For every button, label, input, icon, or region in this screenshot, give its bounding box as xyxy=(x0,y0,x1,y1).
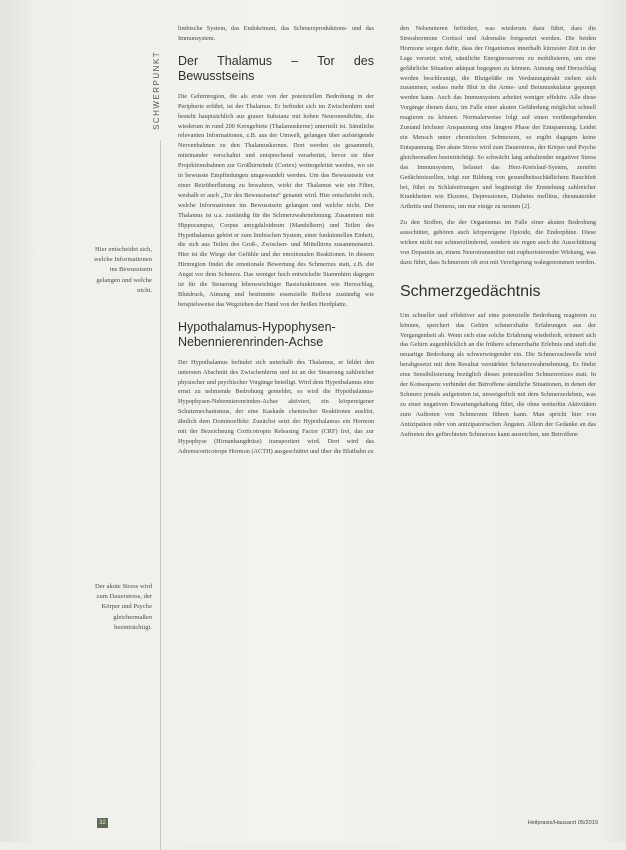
left-column xyxy=(178,24,374,460)
intro-paragraph: limbische System, das Endokrinum, das Schmerzproduktions- und das Immunsystem. xyxy=(178,25,374,42)
paragraph-schmerzgedaechtnis: Um schneller und effektiver auf eine potenzielle Bedrohung reagieren zu können, speichert das Gehirn schmerzhafte Erfahrungen aus der Vergangenheit ab. Wenn sich eine solche Erfahrung wiederholt, erinnert sich das Gehirn augenblicklich an die frühere schmerzhafte Erlebnis und stuft die neuartige Bedrohung als schwerwiegender ein. Die Schmerzschwelle wird herabgesetzt mit dem Resultat verstärkter Schmerzwahrnehmung. Es findet eine Sensibilisierung bezüglich dieses potenziellen Schmerzreizes statt. In der Konsequenz verbindet der Betroffene sämtliche Situationen, in denen der Schmerz jemals aufgetreten ist, unweigerlich mit dem Schmerzerlebnis, was zu einer negativen Erwartungshaltung führt, die ohne weiterhin Aktivitäten zum Auftreten von Schmerzen führen kann. Man spricht hier von Antizipation oder von antizipatorischen Ängsten. Allein der Gedanke an das Auftreten des gefürchteten Schmerzes kann ausreichen, um Betroffene xyxy=(400,311,596,438)
right-column xyxy=(400,24,596,443)
pull-quote-1: Hier entscheidet sich, welche Informationen ins Bewusstsein gelangen und welche nicht. xyxy=(93,246,152,294)
heading-hpa-axis: Hypothalamus-Hypophysen-Nebennierenrinden-Achse xyxy=(178,319,336,349)
column-divider xyxy=(160,140,161,850)
paragraph-endorphins: Zu den Stoffen, die der Organismus im Falle einer akuten Bedrohung ausschüttet, gehören auch körpereigene Opioide, die Endorphine. Diese wirken nicht nur schmerzlindernd, sondern sie regen auch die Ausschüttung von Dopamin an, einem Neurotransmitter mit euphorisierender Wirkung, was dazu führt, dass Schmerzen oft erst mit Verzögerung wahrgenommen werden. xyxy=(400,219,596,266)
paragraph-stress-hormones: den Nebennieren befördert, was wiederum dazu führt, dass die Stresshormone Cortisol und Adrenalin freigesetzt werden. Die beiden Hormone sorgen dafür, dass der Organismus innerhalb kürzester Zeit in der Lage versetzt wird, sämtliche Energiereserven zu mobilisieren, um eine gefährliche Situation adäquat begegnen zu können. Atmung und Herzschlag werden beschleunigt, die Blutgefäße im Verdauungstrakt ziehen sich zusammen, sodass mehr Blut in die Arme- und Beinmuskulatur gepumpt werden kann. Auch das Immunsystem arbeitet weniger effektiv. Alle diese Vorgänge dienen dazu, im Falle einer akuten Gefährdung möglichst schnell reagieren zu können. Normalerweise folgt auf einen vorübergehenden Zustand höchster Anspannung eine längere Phase der Entspannung. Leidet ein Mensch unter chronischen Schmerzen, so ergibt dagegen keine Entspannung. Der akute Stress wird zum Dauerstress, der Körper und Psyche gleichermaßen beeinträchtigt. So schwächt lang anhaltender negativer Stress das Immunsystem, belastet das Herz-Kreislauf-System, zerstört Gedächtniszellen, trägt zur Bildung von gesundheitsschädlichem Bauchfett bei, führt zu Schlafstörungen und begünstigt die Entstehung zahlreicher Krankheiten wie Ekzeme, Depressionen, Diabetes mellitus, rheumatoider Arthritis und Demenz, um nur einige zu nennen [2]. xyxy=(400,25,596,211)
paragraph-thalamus: Die Gehirnregion, die als erste von der potenziellen Bedrohung in der Peripherie erfährt, ist der Thalamus. Er befindet sich im Zwischenhirn und besteht hauptsächlich aus grauer Substanz mit hohen Neuronendichte, die wiederum in rund 200 Kerngebiete (Thalamuskerne) unterteilt ist. Sämtliche relevanten Informationen, z.B. aus der Umwelt, gelangen über aufsteigende Nervenbahnen zu den Thalamuskernen. Dort werden sie gesammelt, miteinander verschaltet und entsprechend verarbeitet, bevor sie über Projektionsbahnen zur Großhirnrinde (Cortex) weitergeleitet werden, wo sie in bewusste Empfindungen umgewandelt werden. Um das Bewusstsein vor einer Reizüberflutung zu bewahren, wirkt der Thalamus wie ein Filter, weshalb er auch „Tor des Bewusstseins“ genannt wird. Hier entscheidet sich, welche Informationen ins Bewusstsein gelangen und welche nicht. Der Thalamus ist u.a. zuständig für die Schmerzwahrnehmung. Zusammen mit Hippocampus, Corpus amygdaloideum (Mandelkern) und Teilen des Hypothalamus gehört er zum limbischen System, einer funktionellen Einheit, die sich aus Teilen des Groß-, Zwischen- und Mittelhirns zusammensetzt. Hier ist die Wiege der Gefühle und der emotionalen Reaktionen. In diesem Hirnregion findet die emotionale Bewertung des Schmerzes statt, z.B. die Angst vor dem Schmerz. Das weniger hoch entwickelte Stammhirn dagegen ist für die Steuerung lebenswichtiger Basisfunktionen wie Herzschlag, Blutdruck, Atmung und bestimmte essenzielle Reflexe zuständig wie beispielsweise das Wegziehen der Hand von der heißen Herdplatte. xyxy=(178,92,374,308)
heading-schmerzgedaechtnis: Schmerzgedächtnis xyxy=(400,282,541,300)
paragraph-hpa-axis: Der Hypothalamus befindet sich unterhalb des Thalamus, er bildet den untersten Abschnitt des Zwischenhirns und ist an der Steuerung zahlreicher physischer und psychischer Vorgänge beteiligt. Wird dem Hypothalamus eine ernst zu nehmende Bedrohung gemeldet, so wird die Hypothalamus-Hypophysen-Nebennierenrinden-Achse aktiviert, ein körpereigener Schutzmechanismus, der eine Kaskade chemischer Reaktionen auslöst, ähnlich dem Dominoeffekt: Zunächst setzt der Hypothalamus ein Hormon mit der Bezeichnung Corticotropin Releasing Factor (CRF) frei, das zur Hypophyse (Hirnanhangdrüse) transportiert wird. Dort wird das Adrenocorticotrope Hormon (ACTH) ausgeschüttet und über die Blutbahn zu xyxy=(178,358,374,455)
pull-quote-2: Der akute Stress wird zum Dauerstress, der Körper und Psyche gleichermaßen beeinträchtigt. xyxy=(95,583,152,631)
footer-publication: Heilpraxis/Hausarzt 05/2019 xyxy=(527,820,598,826)
page-number: 32 xyxy=(97,818,108,828)
section-tag: SCHWERPUNKT xyxy=(152,50,161,130)
heading-thalamus: Der Thalamus – Tor des Bewusstseins xyxy=(178,53,374,83)
